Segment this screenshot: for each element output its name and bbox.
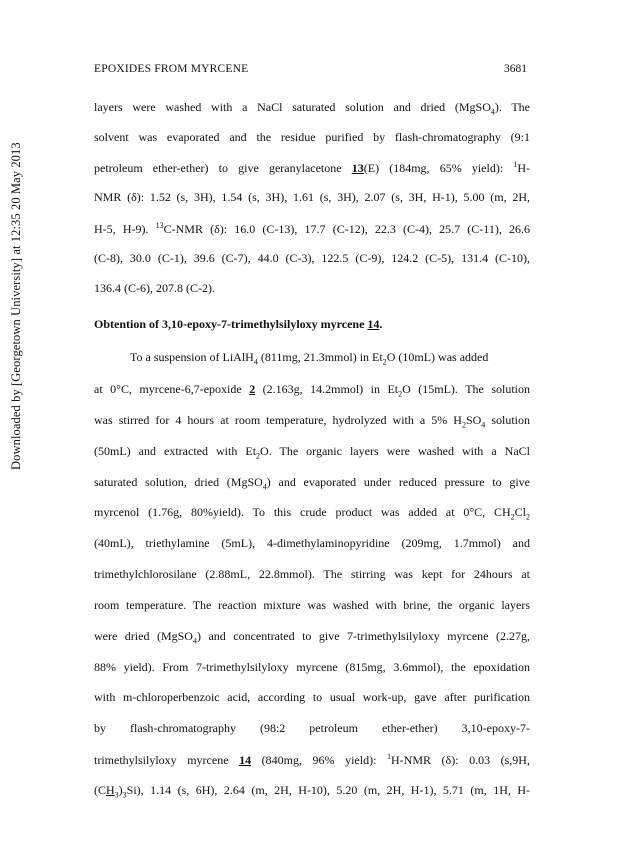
text-run: C-NMR (δ): 16.0 (C-13), 17.7 (C-12), 22.3 (C-4), 25.7 (C-11), 26.6 [163, 222, 530, 236]
text-run: O (15mL). The solution [402, 382, 531, 396]
text-run: ) and concentrated to give 7-trimethylsilyloxy myrcene (2.27g, [196, 629, 530, 643]
superscript: 1 [386, 752, 391, 761]
compound-ref: 13 [351, 161, 364, 175]
subscript: 2 [510, 512, 515, 522]
text-run: at 0°C, myrcene-6,7-epoxide [94, 382, 250, 396]
section-heading [94, 317, 530, 332]
paragraph-line [130, 350, 530, 366]
text-run: trimethylsilyloxy myrcene [94, 753, 240, 767]
paragraph-line: with m-chloroperbenzoic acid, according to usual work-up, gave after purification [94, 690, 530, 704]
paragraph-line [94, 413, 530, 429]
subscript: 2 [256, 451, 261, 461]
text-run: Cl [514, 505, 526, 519]
text-run: H-5, H-9). [94, 222, 156, 236]
subscript: 4 [192, 636, 197, 646]
heading-text: Obtention of 3,10-epoxy-7-trimethylsilyloxy myrcene [94, 317, 368, 331]
text-run: SO [465, 413, 482, 427]
subscript: 4 [253, 357, 258, 367]
compound-ref: 14 [367, 317, 380, 331]
paragraph-line: solvent was evaporated and the residue purified by flash-chromatography (9:1 [94, 130, 530, 144]
text-run: ). The [494, 100, 531, 114]
text-run: myrcenol (1.76g, 80%yield). To this crude product was added at 0°C, CH [94, 505, 511, 519]
paragraph-line [94, 629, 530, 645]
subscript: 2 [398, 389, 403, 399]
text-run: O. The organic layers were washed with a NaCl [260, 444, 530, 458]
paragraph-line [94, 444, 530, 460]
text-run: Si), 1.14 (s, 6H), 2.64 (m, 2H, H-10), 5.20 (m, 2H, H-1), 5.71 (m, 1H, H- [126, 783, 530, 797]
text-run: (811mg, 21.3mmol) in Et [257, 350, 383, 364]
paragraph-line [94, 505, 530, 521]
text-run: (2.163g, 14.2mmol) in Et [255, 382, 399, 396]
text-run: petroleum ether-ether) to give geranylacetone [94, 161, 352, 175]
subscript: 4 [490, 107, 495, 117]
compound-ref: 14 [239, 753, 252, 767]
text-run: ) [118, 783, 123, 797]
text-run: layers were washed with a NaCl saturated solution and dried (MgSO [94, 100, 491, 114]
compound-ref: 2 [249, 382, 256, 396]
paragraph-line: NMR (δ): 1.52 (s, 3H), 1.54 (s, 3H), 1.61 (s, 3H), 2.07 (s, 3H, H-1), 5.00 (m, 2H, [94, 190, 530, 204]
running-header-title: EPOXIDES FROM MYRCENE [94, 63, 249, 75]
heading-end: . [379, 317, 383, 331]
paragraph-line: 88% yield). From 7-trimethylsilyloxy myrcene (815mg, 3.6mmol), the epoxidation [94, 660, 530, 674]
underlined-atom: H [106, 783, 115, 797]
subscript: 2 [382, 357, 387, 367]
subscript: 4 [481, 420, 486, 430]
paragraph-line [94, 752, 530, 768]
text-run: O (10mL) was added [386, 350, 489, 364]
page-number: 3681 [504, 63, 527, 75]
superscript: 1 [513, 160, 518, 169]
paragraph-line [94, 475, 530, 491]
paragraph-line: by flash-chromatography (98:2 petroleum ether-ether) 3,10-epoxy-7- [94, 721, 530, 735]
paragraph-line [94, 783, 530, 799]
paragraph-line: room temperature. The reaction mixture was washed with brine, the organic layers [94, 598, 530, 612]
text-run: were dried (MgSO [94, 629, 193, 643]
text-run: saturated solution, dried (MgSO [94, 475, 263, 489]
text-run: solution [485, 413, 530, 427]
superscript: 13 [155, 221, 164, 230]
download-watermark-text: Downloaded by [Georgetown University] at 12:35 20 May 2013 [9, 142, 23, 470]
subscript: 3 [114, 790, 119, 800]
text-run: was stirred for 4 hours at room temperature, hydrolyzed with a 5% H [94, 413, 462, 427]
text-run: ) and evaporated under reduced pressure to give [266, 475, 530, 489]
text-run: H-NMR (δ): 0.03 (s,9H, [390, 753, 530, 767]
paragraph-line: 136.4 (C-6), 207.8 (C-2). [94, 281, 215, 295]
paragraph-line: trimethylchlorosilane (2.88mL, 22.8mmol). The stirring was kept for 24hours at [94, 567, 530, 581]
text-run: (E) (184mg, 65% yield): [363, 161, 514, 175]
subscript: 2 [526, 512, 530, 522]
paragraph-line: (40mL), triethylamine (5mL), 4-dimethylaminopyridine (209mg, 1.7mmol) and [94, 536, 530, 550]
text-run: H- [517, 161, 530, 175]
subscript: 3 [122, 790, 127, 800]
paragraph-line [94, 382, 530, 398]
subscript: 4 [262, 482, 267, 492]
text-run: (50mL) and extracted with Et [94, 444, 257, 458]
paragraph-line [94, 221, 530, 237]
subscript: 2 [461, 420, 466, 430]
text-run: To a suspension of LiAlH [130, 350, 254, 364]
text-run: (C [94, 783, 106, 797]
paragraph-line [94, 100, 530, 116]
text-run: (840mg, 96% yield): [251, 753, 387, 767]
paragraph-line: (C-8), 30.0 (C-1), 39.6 (C-7), 44.0 (C-3), 122.5 (C-9), 124.2 (C-5), 131.4 (C-10), [94, 251, 530, 265]
paragraph-line [94, 160, 530, 176]
